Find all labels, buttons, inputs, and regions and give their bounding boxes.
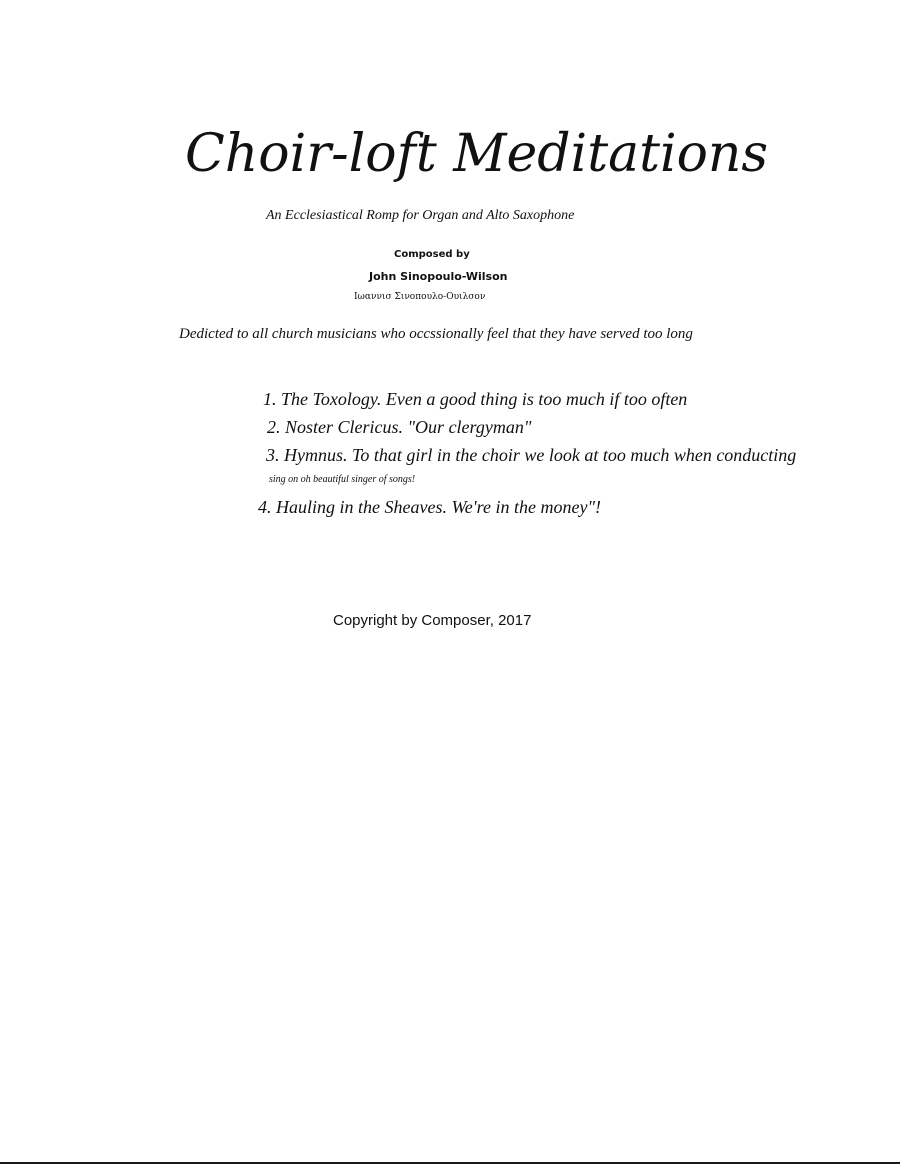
subtitle: An Ecclesiastical Romp for Organ and Alto Saxophone xyxy=(266,208,575,223)
movement-4: 4. Hauling in the Sheaves. We're in the money"! xyxy=(258,497,601,517)
composed-by-label: Composed by xyxy=(394,249,470,260)
movement-3: 3. Hymnus. To that girl in the choir we look at too much when conducting xyxy=(266,445,797,465)
dedication: Dedicted to all church musicians who occssionally feel that they have served too long xyxy=(179,326,693,342)
movement-1: 1. The Toxology. Even a good thing is too much if too often xyxy=(263,389,688,409)
page-title: Choir-loft Meditations xyxy=(185,124,769,184)
copyright-notice: Copyright by Composer, 2017 xyxy=(333,612,532,629)
movement-3-note: sing on oh beautiful singer of songs! xyxy=(269,474,416,485)
composer-name: John Sinopoulo-Wilson xyxy=(369,270,508,283)
composer-name-greek: Ιωαννισ Σινοπουλο-Ουιλσον xyxy=(354,292,486,302)
movement-2: 2. Noster Clericus. "Our clergyman" xyxy=(267,417,532,437)
